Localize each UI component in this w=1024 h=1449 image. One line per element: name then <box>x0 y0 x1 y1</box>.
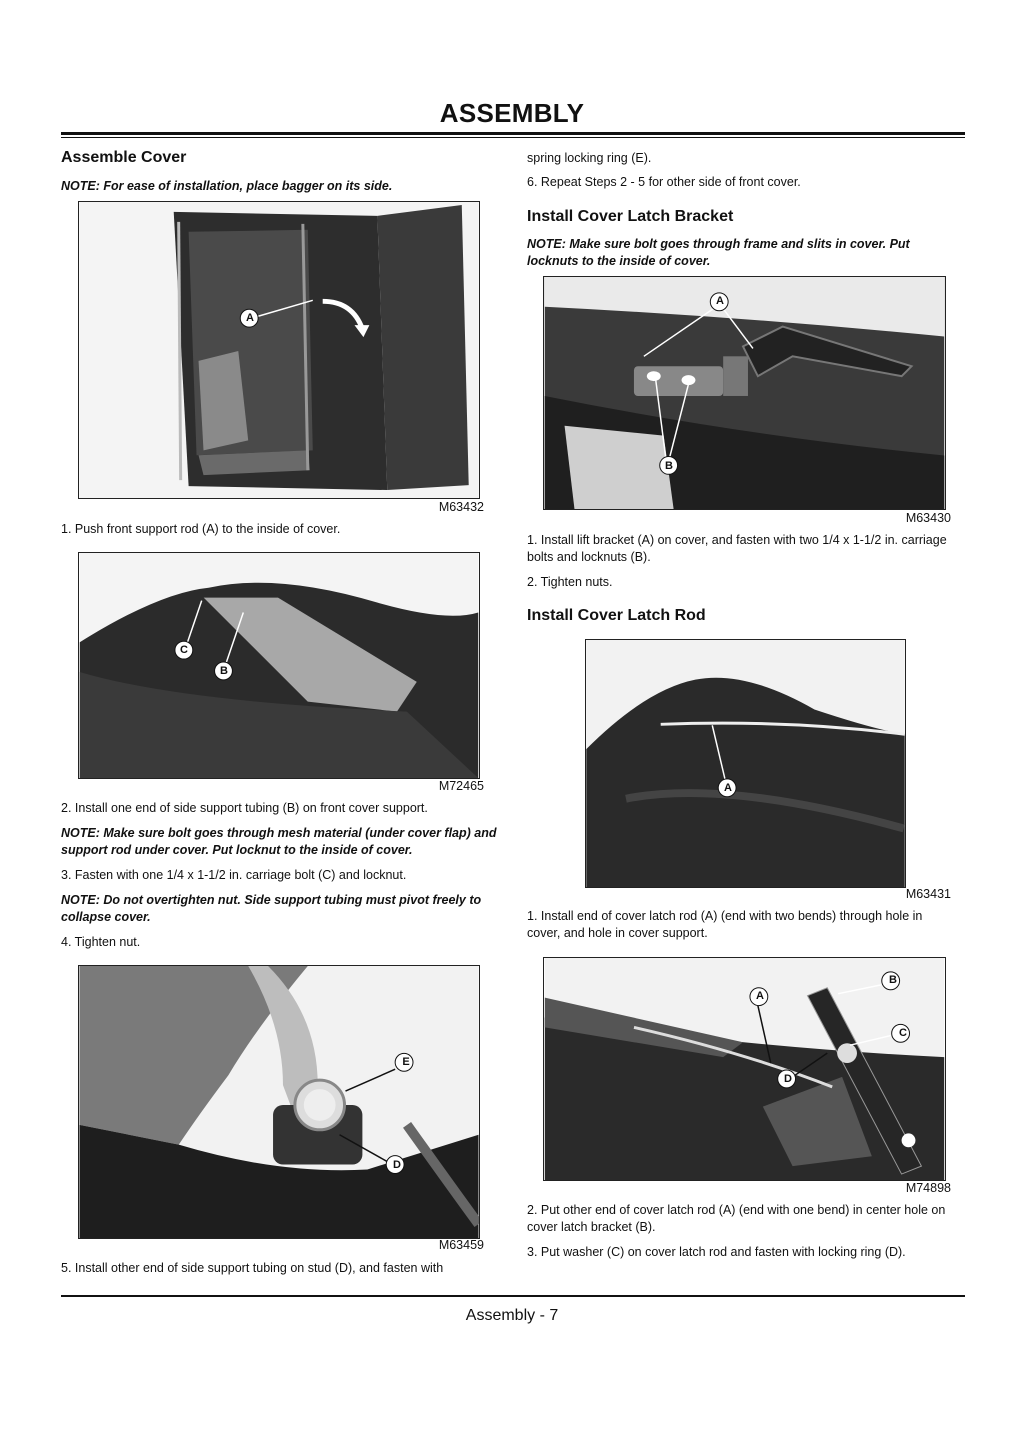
page-title: ASSEMBLY <box>439 98 585 128</box>
tubing-photo <box>79 553 479 778</box>
figure-id-m63431: M63431 <box>905 887 951 901</box>
step-2-tighten-nuts: 2. Tighten nuts. <box>527 575 613 589</box>
latch-bracket-heading: Install Cover Latch Bracket <box>527 208 734 225</box>
callout-d: D <box>784 1073 792 1085</box>
step-6-repeat: 6. Repeat Steps 2 - 5 for other side of front cover. <box>527 175 801 189</box>
stud-photo <box>79 966 479 1238</box>
callout-b: B <box>889 974 897 986</box>
callout-b: B <box>220 665 228 677</box>
callout-a: A <box>716 295 724 307</box>
note-ease-of-installation: NOTE: For ease of installation, place bagger on its side. <box>61 179 393 193</box>
latch-rod-heading: Install Cover Latch Rod <box>527 607 706 624</box>
washer-photo <box>544 958 945 1180</box>
callout-b: B <box>665 460 673 472</box>
figure-latch-rod-hole <box>585 639 906 888</box>
step-1-install-lift-bracket: 1. Install lift bracket (A) on cover, and fasten with two 1/4 x 1-1/2 in. carriage bolts and locknuts (B). <box>527 533 947 564</box>
figure-bagger-on-side <box>78 201 480 499</box>
callout-c: C <box>899 1027 907 1039</box>
bagger-photo <box>79 202 479 498</box>
callout-a: A <box>756 990 764 1002</box>
step-4-tighten-nut: 4. Tighten nut. <box>61 935 141 949</box>
figure-id-m63459: M63459 <box>438 1238 484 1252</box>
note-bolt-mesh: NOTE: Make sure bolt goes through mesh material (under cover flap) and support rod under cover. Put locknut to the inside of cover. <box>61 826 497 857</box>
step-1-push-rod: 1. Push front support rod (A) to the inside of cover. <box>61 522 341 536</box>
figure-lift-bracket <box>543 276 946 510</box>
figure-latch-bracket-rod <box>543 957 946 1181</box>
page-number: Assembly - 7 <box>465 1307 559 1324</box>
step-3-washer-ring: 3. Put washer (C) on cover latch rod and fasten with locking ring (D). <box>527 1245 906 1259</box>
bracket-photo <box>544 277 945 509</box>
assemble-cover-heading: Assemble Cover <box>61 149 187 166</box>
callout-c: C <box>180 644 188 656</box>
note-bolt-frame: NOTE: Make sure bolt goes through frame and slits in cover. Put locknuts to the inside of cover. <box>527 237 910 268</box>
figure-id-m63430: M63430 <box>905 511 951 525</box>
note-overtighten: NOTE: Do not overtighten nut. Side support tubing must pivot freely to collapse cover. <box>61 893 482 924</box>
step-5-continued: spring locking ring (E). <box>527 151 652 165</box>
callout-d: D <box>393 1159 401 1171</box>
figure-side-support-tubing <box>78 552 480 779</box>
step-5-install-stud: 5. Install other end of side support tubing on stud (D), and fasten with <box>61 1261 444 1275</box>
callout-a: A <box>246 312 254 324</box>
callout-a: A <box>724 782 732 794</box>
callout-e: E <box>402 1056 410 1068</box>
header-rule <box>61 132 965 135</box>
step-3-fasten-bolt: 3. Fasten with one 1/4 x 1-1/2 in. carriage bolt (C) and locknut. <box>61 868 407 882</box>
figure-stud-and-ring <box>78 965 480 1239</box>
figure-id-m72465: M72465 <box>438 779 484 793</box>
step-2-install-tubing: 2. Install one end of side support tubing (B) on front cover support. <box>61 801 428 815</box>
step-1-install-latch-rod: 1. Install end of cover latch rod (A) (end with two bends) through hole in cover, and hole in cover support. <box>527 909 923 940</box>
figure-id-m74898: M74898 <box>905 1181 951 1195</box>
figure-id-m63432: M63432 <box>438 500 484 514</box>
footer-rule <box>61 1295 965 1297</box>
latch-rod-photo <box>586 640 905 887</box>
step-2-latch-rod-bracket: 2. Put other end of cover latch rod (A) (end with one bend) in center hole on cover latch bracket (B). <box>527 1203 946 1234</box>
header-rule-thin <box>61 137 965 138</box>
